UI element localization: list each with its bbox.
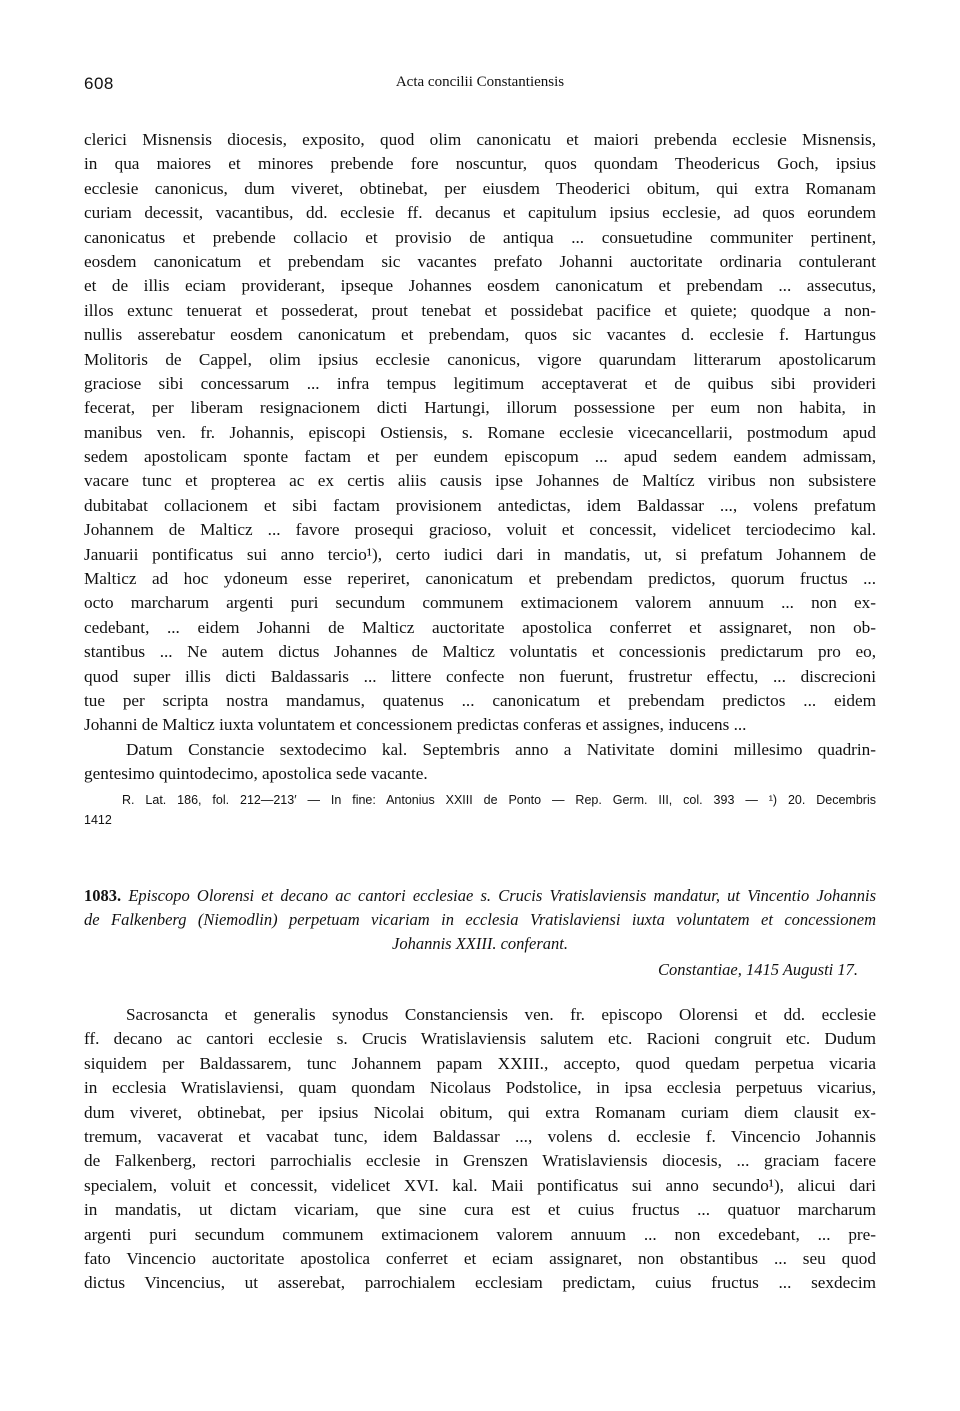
text-line: Johannem de Malticz ... favore prosequi gracioso, voluit et concessit, videlicet terciodecimo kal. [84,520,876,540]
text-line: nullis asserebatur eosdem canonicatum et prebendam, quos sic vacantes d. ecclesie f. Hartungus [84,325,876,345]
heading-text: Episcopo Olorensi et decano ac cantori ecclesiae s. Crucis Vratislaviensis mandatur, ut Vincentio Johannis [128,886,876,905]
document-number: 1083. [84,886,122,905]
footnote-line: R. Lat. 186, fol. 212—213′ — In fine: Antonius XXIII de Ponto — Rep. Germ. III, col. 393 — ¹) 20. Decembris [122,793,876,807]
heading-line: Johannis XXIII. conferant. [392,934,568,953]
text-line: dictus Vincencius, ut asserebat, parrochialem ecclesiam predictam, cuius fructus ... sexdecim [84,1273,876,1293]
text-line: quod super illis dicti Baldassaris ... littere confecte non fuerunt, frustretur effectu, ... discrecioni [84,666,876,686]
page-number: 608 [84,74,114,93]
text-line: cedebant, ... eidem Johanni de Malticz auctoritate apostolica conferret et assignaret, non ob- [84,617,876,637]
text-line: in ecclesia Wratislaviensi, quam quondam Nicolaus Podstolice, in ipsa ecclesia perpetuus vicarius, [84,1078,876,1098]
text-line: eosdem canonicatum et prebendam sic vacantes prefato Johanni auctoritate ordinaria contulerant [84,251,876,271]
text-line: in qua maiores et minores prebende fore noscuntur, quos quondam Theodericus Goch, ipsius [84,154,876,174]
text-line: Johanni de Malticz iuxta voluntatem et concessionem predictas conferas et assignes, inducens ... [84,715,747,735]
text-line: manibus ven. fr. Johannis, episcopi Ostiensis, s. Romane ecclesie vicecancellarii, postmodum apud [84,422,876,442]
page-header [84,74,876,100]
text-line: clerici Misnensis diocesis, exposito, quod olim canonicatu et maiori prebenda ecclesie Misnensis, [84,130,876,149]
text-line: in mandatis, ut dictam vicariam, que sine cura est et cuius fructus ... quatuor marcharum [84,1200,876,1220]
text-line: vacare tunc et propterea ac ex certis aliis causis ipse Johannes de Maltícz viribus non subsistere [84,471,876,491]
text-line: et de illis eciam providerant, ipseque Johannes eosdem canonicatum et prebendam ... assecutus, [84,276,876,296]
text-line: octo marcharum argenti puri secundum communem extimacionem valorem annuum ... non ex- [84,593,876,613]
text-line: tue per scripta nostra mandamus, quatenus ... canonicatum et prebendam predictos ... eidem [84,690,876,710]
document-text-continued [84,128,876,787]
text-line: stantibus ... Ne autem dictus Johannes de Malticz voluntatis et concessionis predictarum pro eo, [84,642,876,662]
text-line: fecerat, per liberam resignacionem dicti Hartungi, illorum possessione per eum non habita, in [84,398,876,418]
running-title: Acta concilii Constantiensis [395,74,565,90]
text-line: illos extunc tenuerat et possederat, prout tenebat et possidebat pacifice et quiete; quodque a non- [84,300,876,320]
text-line: Sacrosancta et generalis synodus Constanciensis ven. fr. episcopo Olorensi et dd. ecclesie [126,1005,876,1024]
text-line: dubitabat collacionem et sibi factam provisionem antedictas, idem Baldassar ..., volens prefatum [84,495,876,515]
heading-line [84,884,876,908]
text-line: Januarii pontificatus sui anno tercio¹), certo iudici dari in mandatis, ut, si prefatum Johannem de [84,544,876,564]
text-line: dum viveret, obtinebat, per ipsius Nicolai obitum, qui extra Romanam curiam diem clausit ex- [84,1102,876,1122]
heading-line: de Falkenberg (Niemodlin) perpetuam vicariam in ecclesia Vratislaviensi iuxta voluntatem et concessionem [84,910,876,929]
text-line: argenti puri secundum communem extimacionem valorem annuum ... non excedebant, ... pre- [84,1224,876,1244]
text-line: tremum, vacaverat et vacabat tunc, idem Baldassar ..., volens d. ecclesie f. Vincencio Johannis [84,1126,876,1146]
text-line: Malticz ad hoc ydoneum esse reperiret, canonicatum et prebendam predictos, quorum fructus ... [84,569,876,589]
footnote-line: 1412 [84,813,112,827]
text-line: fato Vincencio auctoritate apostolica conferret et eciam assignaret, non obstantibus ... seu quod [84,1248,876,1268]
text-line: sedem apostolicam sponte factam et per eundem episcopum ... apud sedem eandem admissam, [84,447,876,467]
text-line: ecclesie canonicus, dum viveret, obtinebat, per eiusdem Theoderici obitum, qui extra Romanam [84,178,876,198]
text-line: Molitoris de Cappel, olim ipsius ecclesie canonicus, vigore quarundam litterarum apostolicarum [84,349,876,369]
text-line: siquidem per Baldassarem, tunc Johannem papam XXIII., accepto, quod quedam perpetua vicaria [84,1053,876,1073]
text-line: gentesimo quintodecimo, apostolica sede vacante. [84,764,428,784]
text-line: specialem, voluit et concessit, videlicet XVI. kal. Maii pontificatus sui anno secundo¹), alicui dari [84,1175,876,1195]
document-text [84,1003,876,1296]
text-line: canonicatus et prebende collacio et provisio de antiqua ... consuetudine communiter pertinent, [84,227,876,247]
text-line: curiam decessit, vacantibus, dd. ecclesie ff. decanus et capitulum ipsius ecclesie, ad quos eorundem [84,203,876,223]
document-heading [84,884,876,956]
datum-line: Datum Constancie sextodecimo kal. Septembris anno a Nativitate domini millesimo quadrin- [126,739,876,759]
text-line: ff. decano ac cantori ecclesie s. Crucis Wratislaviensis salutem etc. Racioni congruit etc. Dudum [84,1029,876,1049]
text-line: graciose sibi concessarum ... infra tempus legitimum acceptaverat et de quibus sibi provideri [84,373,876,393]
text-line: de Falkenberg, rectori parrochialis ecclesie in Grenszen Wratislaviensis diocesis, ... graciam facere [84,1151,876,1171]
document-date: Constantiae, 1415 Augusti 17. [658,960,858,979]
